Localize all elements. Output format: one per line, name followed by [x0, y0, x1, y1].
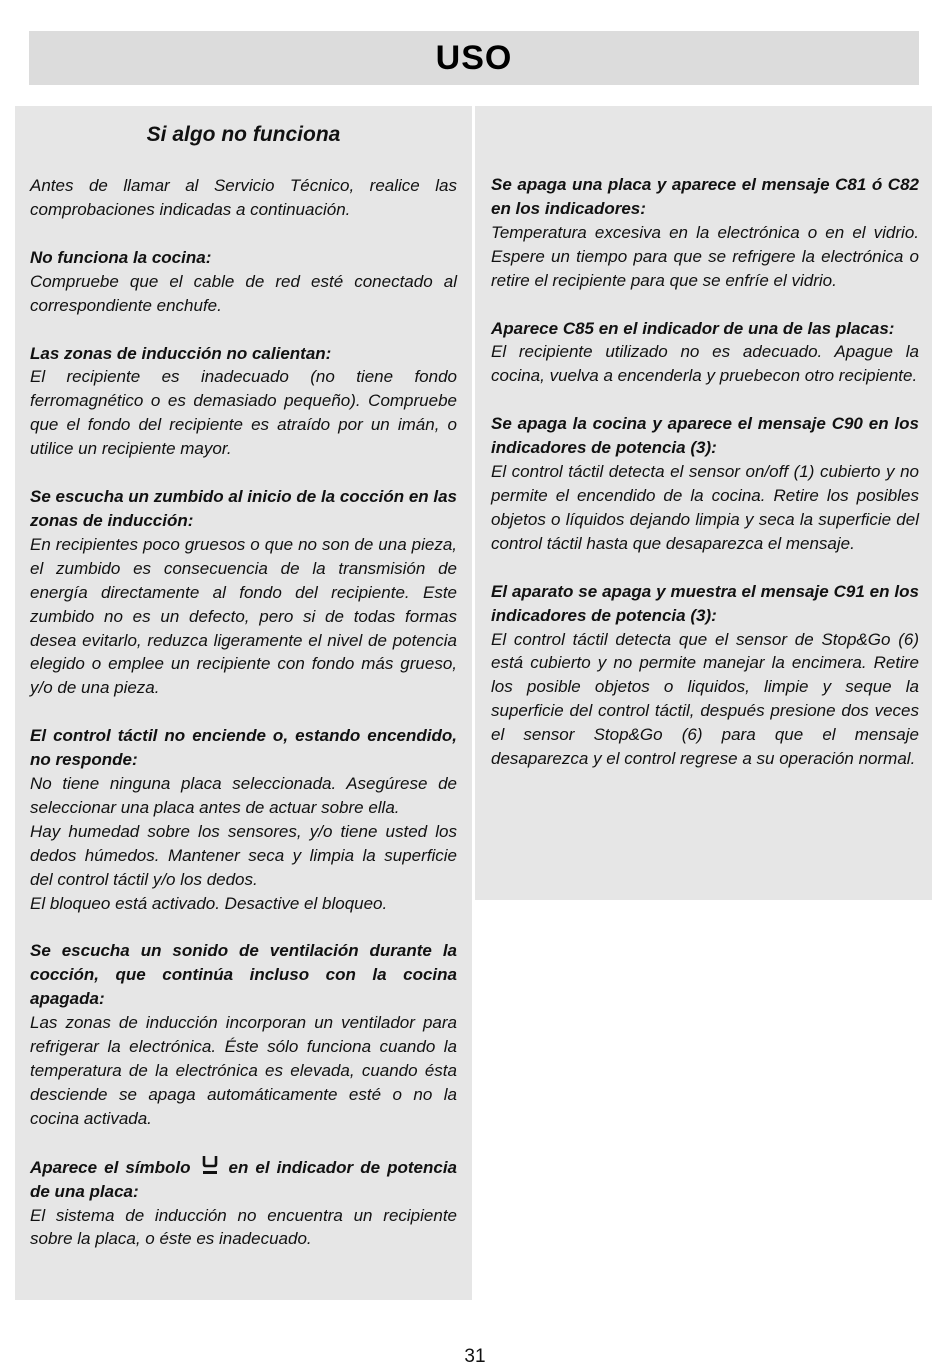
answer-c81-c82: Temperatura excesiva en la electrónica o en el vidrio. Espere un tiempo para que se refrigere la electrónica o retire el recipiente para que se enfríe el vidrio. [491, 222, 919, 290]
troubleshooting-title: Si algo no funciona [146, 123, 341, 146]
question-zumbido: Se escucha un zumbido al inicio de la cocción en las zonas de inducción: [30, 487, 458, 530]
answer-control-tactil-3: El bloqueo está activado. Desactive el bloqueo. [30, 893, 388, 913]
question-no-funciona: No funciona la cocina: [30, 247, 212, 267]
answer-c90: El control táctil detecta el sensor on/off (1) cubierto y no permite el encendido de la cocina. Retire los posibles objetos o líquidos dejando limpia y seca la superficie del control táctil hasta que desaparezca el mensaje. [491, 462, 919, 553]
answer-no-funciona: Compruebe que el cable de red esté conectado al correspondiente enchufe. [30, 271, 457, 315]
question-c81-c82: Se apaga una placa y aparece el mensaje C81 ó C82 en los indicadores: [491, 175, 919, 218]
page-header [29, 31, 919, 85]
question-control-tactil: El control táctil no enciende o, estando encendido, no responde: [30, 726, 457, 770]
question-c90: Se apaga la cocina y aparece el mensaje C90 en los indicadores de potencia (3): [491, 414, 919, 458]
no-pan-symbol-icon [195, 1155, 225, 1175]
answer-no-calientan: El recipiente es inadecuado (no tiene fondo ferromagnético o es demasiado pequeño). Compruebe que el fondo del recipiente es atraído por un imán, o utilice un recipiente mayor. [30, 367, 457, 459]
right-column [475, 106, 932, 900]
question-simbolo-start: Aparece el símbolo [30, 1157, 191, 1177]
question-no-calientan: Las zonas de inducción no calientan: [30, 343, 332, 363]
section-title: USO [435, 38, 513, 77]
answer-control-tactil-1: No tiene ninguna placa seleccionada. Asegúrese de seleccionar una placa antes de actuar sobre ella. [30, 774, 457, 817]
answer-c85: El recipiente utilizado no es adecuado. Apague la cocina, vuelva a encenderla y pruebecon otro recipiente. [491, 342, 919, 386]
question-c85: Aparece C85 en el indicador de una de las placas: [491, 318, 895, 338]
answer-c91: El control táctil detecta que el sensor de Stop&Go (6) está cubierto y no permite manejar la encimera. Retire los posible objetos o liquidos, limpie y seque la superficie del control táctil, después presione dos veces el sensor Stop&Go (6) para que el mensaje desaparezca y el control regrese a su operación normal. [491, 629, 919, 769]
intro-text: Antes de llamar al Servicio Técnico, realice las comprobaciones indicadas a continuación. [30, 176, 457, 219]
answer-simbolo: El sistema de inducción no encuentra un recipiente sobre la placa, o éste es inadecuado. [30, 1205, 457, 1249]
question-simbolo [30, 1155, 457, 1204]
left-column [15, 106, 472, 1300]
question-c91: El aparato se apaga y muestra el mensaje C91 en los indicadores de potencia (3): [491, 581, 919, 625]
question-ventilacion: Se escucha un sonido de ventilación durante la cocción, que continúa incluso con la cocina apagada: [30, 941, 457, 1009]
answer-control-tactil-2: Hay humedad sobre los sensores, y/o tiene usted los dedos húmedos. Mantener seca y limpia la superficie del control táctil y/o los dedos. [30, 821, 457, 889]
answer-zumbido: En recipientes poco gruesos o que no son de una pieza, el zumbido es consecuencia de la transmisión de energía directamente al fondo del recipiente. Este zumbido no es un defecto, pero si de todas formas desea evitarlo, reduzca ligeramente el nivel de potencia elegido o emplee un recipiente con fondo más grueso, y/o de una pieza. [30, 534, 457, 698]
question-simbolo-end: en el indicador de potencia de una placa: [30, 1157, 457, 1201]
page-number: 31 [464, 1346, 486, 1367]
answer-ventilacion: Las zonas de inducción incorporan un ventilador para refrigerar la electrónica. Éste sólo funciona cuando la temperatura de la electrónica es elevada, cuando ésta desciende se apaga automáticamente esté o no la cocina activada. [30, 1013, 457, 1128]
